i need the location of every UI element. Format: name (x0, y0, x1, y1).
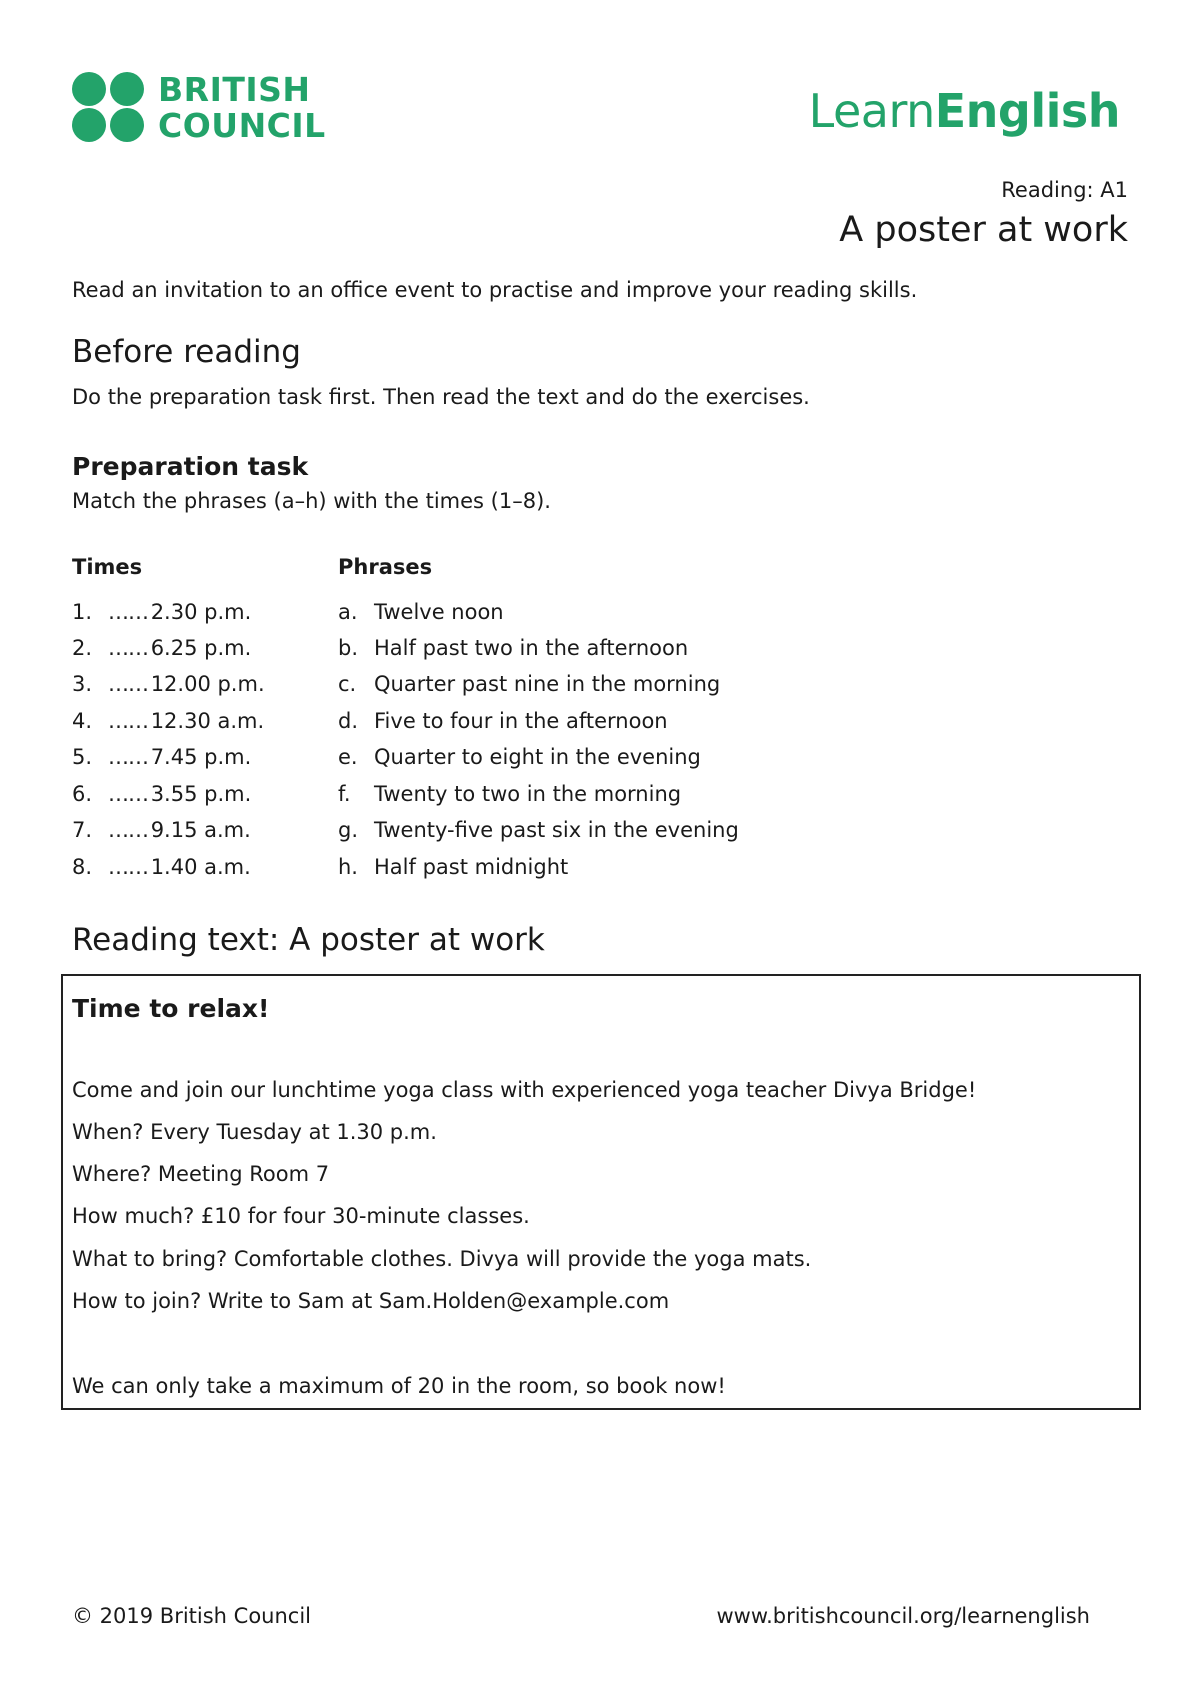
poster-line: How much? £10 for four 30-minute classes. (72, 1204, 530, 1228)
poster-line: We can only take a maximum of 20 in the room, so book now! (72, 1374, 726, 1398)
phrase-item: h. Half past midnight (338, 855, 569, 879)
phrase-item: f. Twenty to two in the morning (338, 782, 682, 806)
answer-blank[interactable]: …… (108, 745, 148, 769)
phrase-item: e. Quarter to eight in the evening (338, 745, 701, 769)
poster-line: What to bring? Comfortable clothes. Divya will provide the yoga mats. (72, 1247, 812, 1271)
poster-box (61, 974, 1141, 1410)
before-reading-text: Do the preparation task first. Then read the text and do the exercises. (72, 385, 810, 409)
poster-title: Time to relax! (72, 994, 270, 1023)
intro-text: Read an invitation to an office event to practise and improve your reading skills. (72, 278, 918, 302)
time-item: 5. …… 7.45 p.m. (72, 742, 251, 772)
answer-blank[interactable]: …… (108, 782, 148, 806)
poster-line: Come and join our lunchtime yoga class with experienced yoga teacher Divya Bridge! (72, 1078, 977, 1102)
time-item: 7. …… 9.15 a.m. (72, 815, 251, 845)
times-heading: Times (72, 555, 143, 579)
time-item: 4. …… 12.30 a.m. (72, 706, 264, 736)
british-council-dots-icon (72, 72, 148, 144)
page-title: A poster at work (839, 210, 1128, 250)
phrase-item: d. Five to four in the afternoon (338, 709, 668, 733)
answer-blank[interactable]: …… (108, 855, 148, 879)
learnenglish-logo: LearnEnglish (808, 84, 1120, 138)
phrase-item: c. Quarter past nine in the morning (338, 672, 721, 696)
poster-line: How to join? Write to Sam at Sam.Holden@example.com (72, 1289, 670, 1313)
time-item: 1. …… 2.30 p.m. (72, 597, 251, 627)
british-council-wordmark: BRITISH COUNCIL (158, 70, 326, 145)
copyright: © 2019 British Council (72, 1604, 312, 1628)
time-item: 3. …… 12.00 p.m. (72, 669, 265, 699)
answer-blank[interactable]: …… (108, 600, 148, 624)
reading-level: Reading: A1 (1001, 178, 1128, 202)
poster-line: Where? Meeting Room 7 (72, 1162, 330, 1186)
phrase-item: a. Twelve noon (338, 600, 504, 624)
phrase-item: g. Twenty-five past six in the evening (338, 818, 739, 842)
answer-blank[interactable]: …… (108, 672, 148, 696)
reading-text-heading: Reading text: A poster at work (72, 922, 545, 958)
time-item: 8. …… 1.40 a.m. (72, 852, 251, 882)
time-item: 6. …… 3.55 p.m. (72, 779, 251, 809)
footer-url[interactable]: www.britishcouncil.org/learnenglish (716, 1604, 1090, 1628)
preparation-task-heading: Preparation task (72, 452, 309, 481)
phrase-item: b. Half past two in the afternoon (338, 636, 689, 660)
poster-line: When? Every Tuesday at 1.30 p.m. (72, 1120, 437, 1144)
british-council-logo (72, 72, 326, 144)
answer-blank[interactable]: …… (108, 636, 148, 660)
before-reading-heading: Before reading (72, 334, 301, 370)
preparation-task-instruction: Match the phrases (a–h) with the times (1–8). (72, 489, 551, 513)
answer-blank[interactable]: …… (108, 709, 148, 733)
answer-blank[interactable]: …… (108, 818, 148, 842)
phrases-heading: Phrases (338, 555, 433, 579)
time-item: 2. …… 6.25 p.m. (72, 633, 251, 663)
